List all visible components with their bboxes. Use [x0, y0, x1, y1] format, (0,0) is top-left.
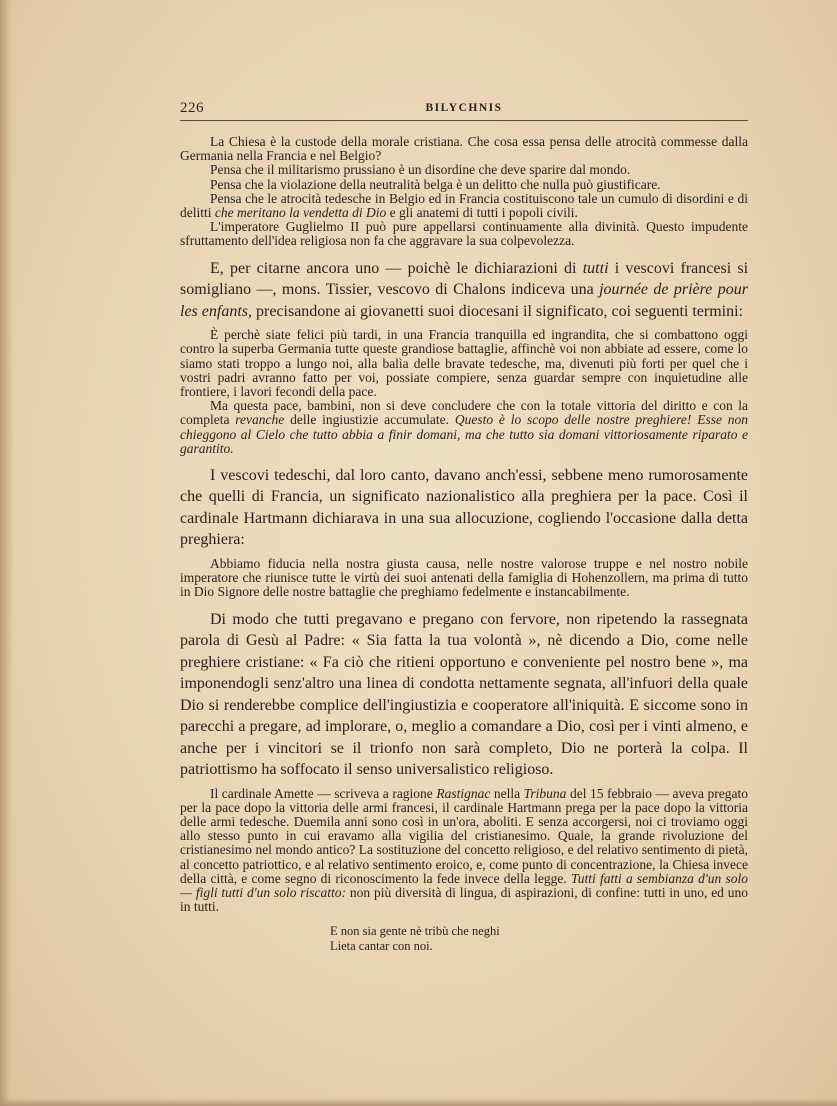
- paragraph: Pensa che il militarismo prussiano è un disordine che deve sparire dal mondo.: [210, 162, 631, 178]
- quote-block-1: [180, 135, 748, 249]
- verse-quote: [330, 924, 748, 954]
- paragraph: Ma questa pace, bambini, non si deve concludere che con la totale vittoria del diritto e con la completa revanche delle ingiustizie accumulate. Questo è lo scopo delle nostre preghiere! Esse non chieggono al Cielo che tutto abbia a finir domani, ma che tutto sia domani vittoriosamente riparato e garantito.: [180, 398, 748, 456]
- paragraph: E, per citarne ancora uno — poichè le dichiarazioni di tutti i vescovi francesi si somigliano —, mons. Tissier, vescovo di Chalons indiceva una journée de prière pour les enfants, precisandone ai giovanetti suoi diocesani il significato, coi seguenti termini:: [180, 259, 749, 320]
- main-text: [180, 135, 748, 954]
- running-title: BILYCHNIS: [425, 102, 503, 114]
- verse-line: Lieta cantar con noi.: [330, 939, 433, 954]
- paragraph: Di modo che tutti pregavano e pregano con fervore, non ripetendo la rassegnata parola di Gesù al Padre: « Sia fatta la tua volontà », nè dicendo a Dio, come nelle preghiere cristiane: « Fa ciò che ritieni opportuno e conveniente pel nostro bene », ma imponendogli senz'altro una linea di condotta nettamente segnata, all'infuori della quale Dio si renderebbe complice dell'ingiustizia e cooperatore all'iniquità. E siccome sono in parecchi a pregare, ad implorare, o, meglio a comandare a Dio, così per i vinti almeno, e anche per i vincitori se il trionfo non sarà completo, Dio ne porterà la colpa. Il patriottismo ha soffocato il senso universalistico religioso.: [180, 610, 748, 779]
- page-header: [180, 100, 748, 122]
- quote-block-2: [180, 328, 748, 456]
- paragraph: Il cardinale Amette — scriveva a ragione Rastignac nella Tribuna del 15 febbraio — aveva pregato per la pace dopo la vittoria delle armi francesi, il cardinale Hartmann prega per la pace dopo la vittoria delle armi tedesche. Duemila anni sono così in un'ora, aboliti. E senza accorgersi, noi ci troviamo oggi allo stesso punto in cui eravamo alla vigilia del cristianesimo. Quale, la grande rivoluzione del cristianesimo nel mondo antico? La sostituzione del concetto religioso, e del relativo sentimento di pietà, al concetto patriottico, e al relativo sentimento eroico, e, come punto di concentrazione, la Chiesa invece della città, e come segno di riconoscimento la fede invece della legge. Tutti fatti a sembianza d'un solo — figli tutti d'un solo riscatto: non più diversità di lingua, di aspirazioni, di confine: tutti in uno, ed uno in tutti.: [180, 785, 749, 915]
- paragraph: È perchè siate felici più tardi, in una Francia tranquilla ed ingrandita, che si combattono oggi contro la superba Germania tutte queste grandiose battaglie, affinchè voi non abbiate ad essere, come lo siamo stati troppo a lungo noi, alla balìa delle bravate tedesche, ma, divenuti più forti per quel che i vostri padri avranno fatto per voi, possiate compiere, senza guardar sempre con inquietudine alle frontiere, i lavori fecondi della pace.: [180, 327, 748, 399]
- page-bottom-edge: [0, 1098, 837, 1106]
- paragraph: Pensa che la violazione della neutralità belga è un delitto che nulla può giustificare.: [210, 176, 661, 192]
- paragraph: Pensa che le atrocità tedesche in Belgio ed in Francia costituiscono tale un cumulo di disordini e di delitti che meritano la vendetta di Dio e gli anatemi di tutti i popoli civili.: [180, 190, 748, 221]
- paragraph: Abbiamo fiducia nella nostra giusta causa, nelle nostre valorose truppe e nel nostro nobile imperatore che riunisce tutte le virtù dei suoi antenati della famiglia di Hohenzollern, ma prima di tutto in Dio Signore delle nostre battaglie che preghiamo fedelmente e instancabilmente.: [180, 555, 748, 600]
- header-rule: [180, 120, 748, 121]
- page-left-edge: [0, 0, 14, 1106]
- paragraph: L'imperatore Guglielmo II può pure appellarsi continuamente alla divinità. Questo impudente sfruttamento dell'idea religiosa non fa che aggravare la sua colpevolezza.: [180, 219, 748, 249]
- page-number: 226: [180, 100, 204, 116]
- quote-block-3: [180, 557, 748, 600]
- paragraph: La Chiesa è la custode della morale cristiana. Che cosa essa pensa delle atrocità commesse dalla Germania nella Francia e nel Belgio?: [180, 134, 748, 164]
- paragraph: I vescovi tedeschi, dal loro canto, davano anch'essi, sebbene meno rumorosamente che quelli di Francia, un significato nazionalistico alla preghiera per la pace. Così il cardinale Hartmann dichiarava in una sua allocuzione, cogliendo l'occasione dalla detta preghiera:: [180, 466, 748, 549]
- verse-line: E non sia gente nè tribù che neghi: [330, 924, 500, 939]
- quote-block-4: [180, 787, 748, 915]
